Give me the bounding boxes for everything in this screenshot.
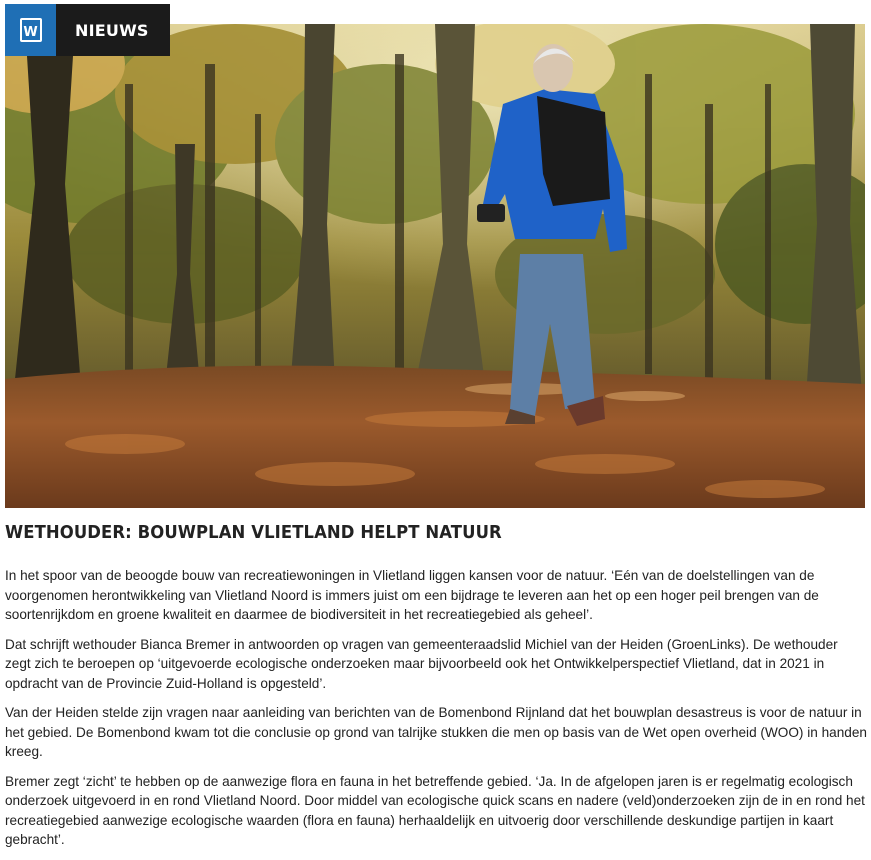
hero-image — [5, 24, 865, 508]
forest-walker-photo — [5, 24, 865, 508]
article-title: WETHOUDER: BOUWPLAN VLIETLAND HELPT NATUUR — [5, 523, 502, 543]
logo-letter: W — [23, 25, 38, 40]
article-paragraph: Bremer zegt ‘zicht’ te hebben op de aanwezige flora en fauna in het betreffende gebied. ‘Ja. In de afgelopen jaren is er regelmatig ecologisch onderzoek uitgevoerd in en rond Vlietland Noord. Door middel van ecologische quick scans en nadere (veld)onderzoeken zijn de in en rond het recreatiegebied aanwezige ecologische waarden (flora en fauna) herhaaldelijk en uitvoerig door verschillende deskundige partijen in kaart gebracht’. — [5, 773, 865, 847]
document-logo-icon — [5, 4, 56, 56]
article-paragraph: In het spoor van de beoogde bouw van recreatiewoningen in Vlietland liggen kansen voor de natuur. ‘Eén van de doelstellingen van de voorgenomen herontwikkeling van Vlietland Noord is immers juist om een bijdrage te leveren aan het op een hoger peil brengen van de soortenrijkdom en groene kwaliteit en daarmee de biodiversiteit in het recreatiegebied als geheel’. — [5, 568, 819, 622]
article-body — [5, 566, 867, 860]
article-paragraph: Van der Heiden stelde zijn vragen naar aanleiding van berichten van de Bomenbond Rijnland dat het bouwplan desastreus is voor de natuur in het gebied. De Bomenbond kwam tot die conclusie op grond van talrijke stukken die men op basis van de Wet open overheid (WOO) in handen kreeg. — [5, 705, 867, 759]
article-paragraph: Dat schrijft wethouder Bianca Bremer in antwoorden op vragen van gemeenteraadslid Michiel van der Heiden (GroenLinks). De wethouder zegt zich te beroepen op ‘uitgevoerde ecologische onderzoeken maar bijvoorbeeld ook het Ontwikkelperspectief Vlietland, dat in 2021 in opdracht van de Provincie Zuid-Holland is opgesteld’. — [5, 636, 838, 691]
category-label: NIEUWS — [56, 4, 170, 56]
category-badge[interactable] — [5, 4, 170, 56]
